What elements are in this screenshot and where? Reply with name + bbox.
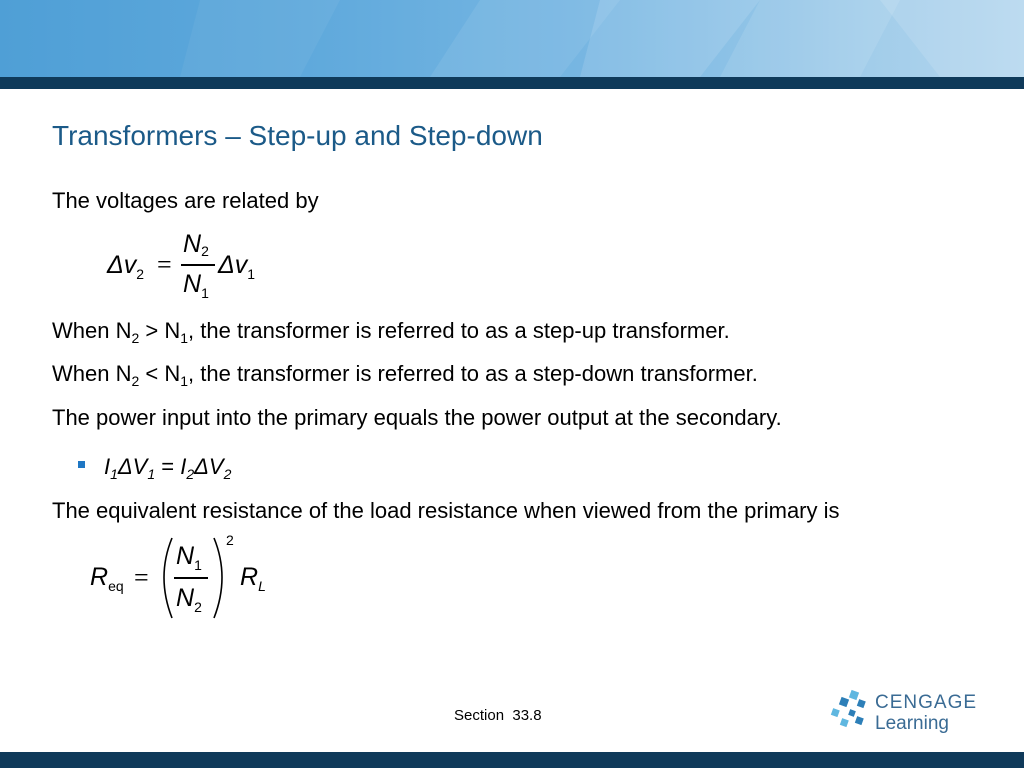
eq2-exponent: 2 xyxy=(226,532,234,548)
header-banner xyxy=(0,0,1024,77)
bullet-marker xyxy=(78,461,85,468)
eq1-rhs-var: Δv xyxy=(218,251,248,279)
power-text: The power input into the primary equals the power output at the secondary. xyxy=(52,405,782,430)
eq2-num-var: N xyxy=(176,542,195,570)
eq2-equals: = xyxy=(134,563,149,592)
banner-decoration xyxy=(0,0,1024,77)
cengage-mark-icon xyxy=(830,688,870,740)
eq1-den-var: N xyxy=(183,270,202,298)
eq1-rhs-sub: 1 xyxy=(247,266,256,282)
power-equation: $I_1\Delta V_1 = I_2\Delta V_2$ xyxy=(104,454,232,482)
eq1-lhs-sub: 2 xyxy=(136,266,145,282)
eq2-rhs-var: R xyxy=(240,563,259,591)
eq1-den-sub: 1 xyxy=(201,285,209,301)
eq1-lhs-var: Δv xyxy=(107,251,137,279)
eq2-lhs-sub: eq xyxy=(108,578,124,594)
resistance-text: The equivalent resistance of the load resistance when viewed from the primary is xyxy=(52,498,840,523)
logo-text-learning: Learning xyxy=(875,713,949,734)
eq2-num-sub: 1 xyxy=(194,557,202,573)
eq1-equals: = xyxy=(157,250,172,279)
intro-text: The voltages are related by xyxy=(52,188,319,213)
header-rule xyxy=(0,77,1024,89)
footer-bar xyxy=(0,752,1024,768)
cengage-logo xyxy=(830,688,990,740)
step-up-text: When $N_2 > N_1$, the transformer is referred to as a step-up transformer. xyxy=(52,318,730,346)
eq1-num-sub: 2 xyxy=(201,243,209,259)
eq2-den-var: N xyxy=(176,584,195,612)
voltage-equation xyxy=(105,232,285,304)
section-label: Section 33.8 xyxy=(454,707,542,724)
eq2-fraction-bar xyxy=(174,577,208,579)
eq1-num-var: N xyxy=(183,230,202,258)
resistance-equation xyxy=(88,530,288,625)
logo-text-cengage: CENGAGE xyxy=(875,692,978,713)
step-down-text: When $N_2 < N_1$, the transformer is referred to as a step-down transformer. xyxy=(52,361,758,389)
eq2-den-sub: 2 xyxy=(194,599,202,615)
eq2-rhs-sub: L xyxy=(258,578,266,594)
eq1-fraction-bar xyxy=(181,264,215,266)
slide-title: Transformers – Step-up and Step-down xyxy=(52,120,543,151)
eq2-lhs-var: R xyxy=(90,563,109,591)
